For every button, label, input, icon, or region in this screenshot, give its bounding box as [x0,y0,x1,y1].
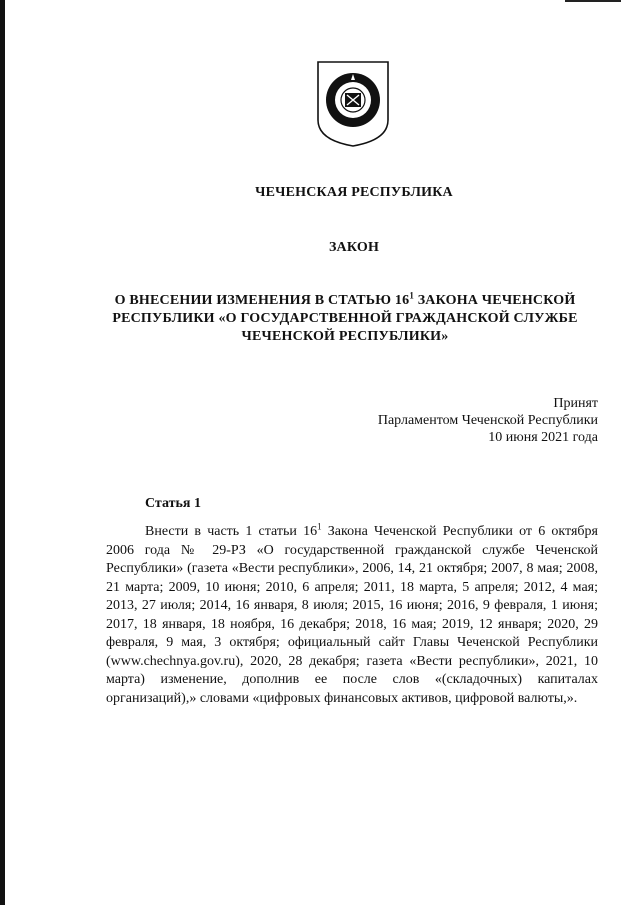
article-title: Статья 1 [145,496,201,511]
adoption-date: 10 июня 2021 года [488,430,598,445]
adoption-block [378,395,598,446]
adoption-body: Парламентом Чеченской Республики [377,413,598,428]
document-type: ЗАКОН [328,240,380,255]
coat-of-arms-icon [316,60,390,148]
law-title: О ВНЕСЕНИИ ИЗМЕНЕНИЯ В СТАТЬЮ $16^1$ ЗАКОНА ЧЕЧЕНСКОЙ РЕСПУБЛИКИ «О ГОСУДАРСТВЕННОЙ ГРАЖДАНСКОЙ СЛУЖБЕ ЧЕЧЕНСКОЙ РЕСПУБЛИКИ» [112,290,578,344]
adoption-label: Принят [553,396,598,411]
scan-edge-top [565,0,621,2]
region-title: ЧЕЧЕНСКАЯ РЕСПУБЛИКА [255,185,453,200]
article-text: Внести в часть 1 статьи $16^1$ Закона Чеченской Республики от 6 октября 2006 года № 29-РЗ «О государственной гражданской службе Чеченской Республики» (газета «Вести республики», 2006, 14, 21 октября; 2007, 8 мая; 2008, 21 марта; 2009, 10 июня; 2010, 6 апреля; 2011, 18 марта, 5 апреля; 2012, 4 мая; 2013, 27 июля; 2014, 16 января, 8 июля; 2015, 16 июня; 2016, 9 февраля, 1 июня; 2017, 18 января, 18 ноября, 16 декабря; 2018, 16 мая; 2019, 12 января; 2020, 29 февраля, 9 мая, 3 октября; официальный сайт Главы Чеченской Республики (www.chechnya.gov.ru), 2020, 28 декабря; газета «Вести республики», 2021, 10 марта) изменение, дополнив ее после слов «(складочных) капиталах организаций),» словами «цифровых финансовых активов, цифровой валюты,». [106,521,598,706]
scan-edge-left [0,0,5,905]
